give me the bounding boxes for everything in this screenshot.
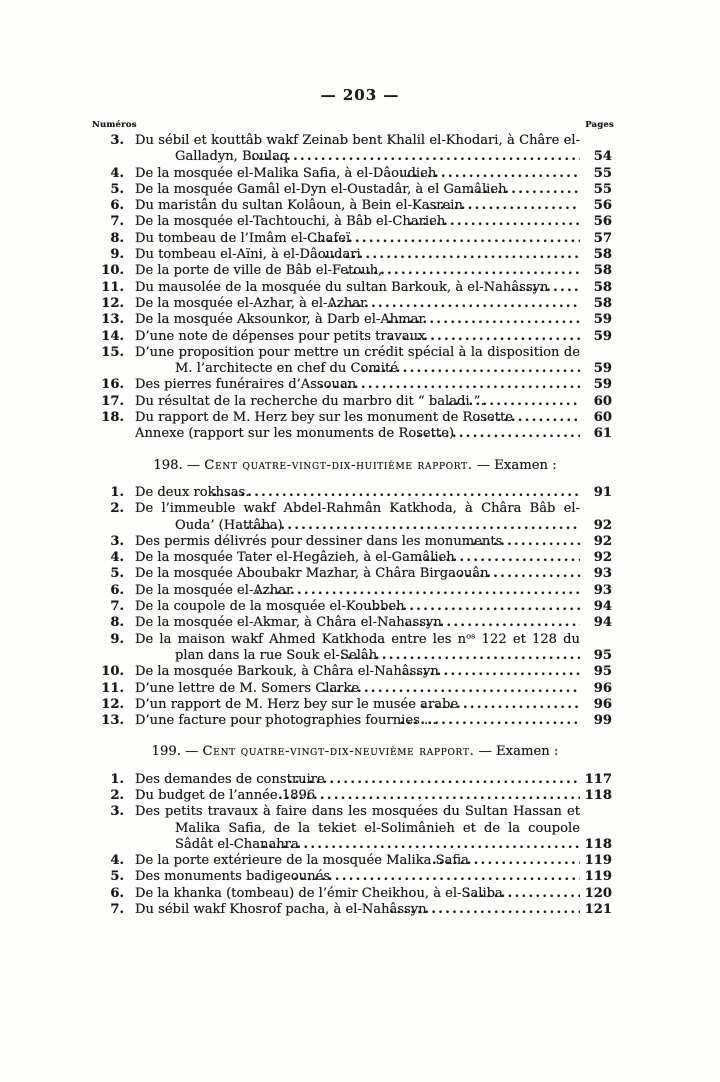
item-page-number: 91 [593,484,612,500]
item-page-number: 59 [593,328,612,344]
toc-section [98,744,612,918]
item-body [135,788,580,804]
toc-row [98,296,612,312]
toc-row [98,772,612,788]
item-body [135,280,580,296]
item-page-number: 93 [593,582,612,598]
pages-column-label: Pages [585,120,614,130]
item-body [135,329,580,345]
item-page-number: 119 [584,869,612,885]
item-number: 8. [110,615,124,631]
item-body [135,804,580,853]
item-number: 9. [110,631,124,647]
item-number: 9. [110,247,124,263]
item-body [135,632,580,665]
item-page-number: 92 [593,517,612,533]
item-text: D’une note de dépenses pour petits travaux [135,328,426,344]
section-heading-number: 198. — [153,457,205,473]
section-heading-number: 199. — [151,744,203,760]
toc-row [98,247,612,263]
item-text: De deux rokhsas. [135,484,250,500]
item-text: De la mosquée Barkouk, à Châra el-Nahâssyn [135,664,439,680]
item-text: Des petits travaux à faire dans les mosquées du Sultan Hassan et Malika Safia, de la tekiet el-Solimânieh et de la coupole Sâdât el-Chanahra [135,804,580,852]
toc-row [98,501,612,534]
item-text: Des pierres funéraires d’Assouan [135,377,357,393]
item-number: 16. [101,377,124,393]
toc-row [98,681,612,697]
item-number: 6. [110,198,124,214]
item-number: 2. [110,787,124,803]
section-heading-suffix: — Examen : [474,744,559,760]
item-number: 14. [101,328,124,344]
item-page-number: 58 [593,295,612,311]
item-page-number: 95 [593,647,612,663]
item-text: Du sébil wakf Khosrof pacha, à el-Nahâssyn [135,902,427,918]
toc-row [98,697,612,713]
item-text: D’une lettre de M. Somers Clarke [135,680,360,696]
item-number: 4. [110,550,124,566]
toc-row [98,182,612,198]
item-body [135,214,580,230]
toc-row [98,426,612,442]
item-body [135,231,580,247]
section-heading-title: Cent quatre-vingt-dix-huitième rapport. [204,457,473,473]
toc [98,133,612,918]
item-body [135,664,580,680]
item-number: 10. [101,263,124,279]
item-page-number: 58 [593,263,612,279]
toc-row [98,599,612,615]
item-text: Du mausolée de la mosquée du sultan Barkouk, à el-Nahâssyn [135,279,549,295]
item-body [135,886,580,902]
toc-section [98,458,612,730]
item-text: De la maison wakf Ahmed Katkhoda entre les nᵒˢ 122 et 128 du plan dans la rue Souk el-Selâh [135,631,580,663]
item-body [135,182,580,198]
item-body [135,772,580,788]
item-body [135,296,580,312]
item-text: D’une proposition pour mettre un crédit spécial à la disposition de M. l’architecte en chef du Comité [135,344,580,377]
item-text: De la mosquée Tater el-Hegâzieh, à el-Gamâlieh [135,550,455,566]
item-body [135,501,580,534]
toc-row [98,485,612,501]
toc-row [98,534,612,550]
item-page-number: 55 [593,165,612,181]
item-body [135,550,580,566]
item-text: Des demandes de construire [135,771,325,787]
item-body [135,263,580,279]
item-text: De la mosquée Aksounkor, à Darb el-Ahmar [135,312,425,328]
item-number: 11. [101,680,124,696]
item-body [135,198,580,214]
item-body [135,869,580,885]
item-body [135,713,580,729]
toc-row [98,166,612,182]
item-number: 12. [101,696,124,712]
item-number: 15. [101,344,124,360]
item-body [135,345,580,378]
item-body [135,133,580,166]
item-page-number: 57 [593,230,612,246]
item-text: Des permis délivrés pour dessiner dans les monuments [135,533,503,549]
item-body [135,394,580,410]
item-number: 11. [101,279,124,295]
item-text: De la porte extérieure de la mosquée Malika Safia [135,853,469,869]
toc-row [98,713,612,729]
item-page-number: 58 [593,247,612,263]
toc-row [98,231,612,247]
item-page-number: 96 [593,696,612,712]
item-number: 1. [110,771,124,787]
toc-row [98,133,612,166]
item-page-number: 93 [593,566,612,582]
item-text: Du budget de l’année 1896 [135,787,316,803]
item-body [135,247,580,263]
item-body [135,583,580,599]
item-text: De la mosquée el-Tachtouchi, à Bâb el-Charieh [135,214,446,230]
item-page-number: 54 [593,149,612,165]
item-page-number: 92 [593,533,612,549]
item-number: 13. [101,312,124,328]
toc-section [98,133,612,443]
item-number: 13. [101,713,124,729]
toc-row [98,566,612,582]
item-body [135,426,580,442]
numeros-column-label: Numéros [92,120,137,130]
item-page-number: 95 [593,664,612,680]
item-page-number: 94 [593,615,612,631]
item-page-number: 121 [584,902,612,918]
item-text: De la mosquée el-Azhar [135,582,293,598]
item-number: 6. [110,885,124,901]
item-number: 10. [101,664,124,680]
item-page-number: 59 [593,377,612,393]
item-text: Du maristân du sultan Kolâoun, à Bein el-Kasrein [135,198,463,214]
item-body [135,485,580,501]
item-text: Du tombeau de l’Imâm el-Chafeï [135,230,351,246]
item-text: De la mosquée el-Malika Safia, à el-Dâoudieh [135,165,437,181]
item-text: D’une facture pour photographies fournies ... [135,713,437,729]
item-text: De la mosquée Aboubakr Mazhar, à Châra Birgaouân [135,566,489,582]
section-heading [98,744,612,760]
toc-row [98,886,612,902]
item-number: 3. [110,804,124,820]
item-number: 2. [110,501,124,517]
toc-row [98,632,612,665]
item-number: 6. [110,582,124,598]
toc-row [98,329,612,345]
item-number: 1. [110,484,124,500]
page-number-header: — 203 — [320,86,400,104]
section-heading-title: Cent quatre-vingt-dix-neuvième rapport. [202,744,475,760]
item-page-number: 99 [593,713,612,729]
item-number: 7. [110,214,124,230]
toc-row [98,345,612,378]
item-body [135,599,580,615]
item-page-number: 60 [593,393,612,409]
item-number: 3. [110,533,124,549]
item-page-number: 96 [593,680,612,696]
toc-row [98,664,612,680]
item-number: 12. [101,295,124,311]
item-body [135,566,580,582]
item-text: De l’immeuble wakf Abdel-Rahmân Katkhoda, à Châra Bâb el-Ouda’ (Hattâba) [135,501,580,533]
item-text: Du rapport de M. Herz bey sur les monument de Rosette [135,410,514,426]
section-heading [98,458,612,474]
toc-row [98,263,612,279]
toc-row [98,377,612,393]
item-body [135,681,580,697]
item-body [135,312,580,328]
toc-row [98,550,612,566]
toc-row [98,214,612,230]
item-page-number: 58 [593,279,612,295]
item-body [135,534,580,550]
item-page-number: 120 [584,885,612,901]
item-page-number: 61 [593,426,612,442]
item-body [135,697,580,713]
item-body [135,377,580,393]
item-text: De la khanka (tombeau) de l’émir Cheikhou, à el-Saliba [135,885,503,901]
item-text: Du résultat de la recherche du marbro dit “ baladi ”. [135,393,485,409]
item-body [135,410,580,426]
item-body [135,166,580,182]
item-page-number: 92 [593,550,612,566]
item-page-number: 118 [584,787,612,803]
toc-row [98,583,612,599]
toc-row [98,615,612,631]
item-text: De la mosquée Gamâl el-Dyn el-Oustadâr, à el Gamâlieh [135,181,507,197]
item-text: De la mosquée el-Azhar, à el-Azhar [135,295,367,311]
toc-row [98,312,612,328]
section-heading-suffix: — Examen : [472,457,557,473]
item-page-number: 118 [584,836,612,852]
item-number: 5. [110,869,124,885]
toc-row [98,394,612,410]
item-page-number: 119 [584,853,612,869]
item-page-number: 94 [593,599,612,615]
item-page-number: 60 [593,410,612,426]
item-text: De la mosquée el-Akmar, à Châra el-Nahassyn [135,615,442,631]
item-body [135,853,580,869]
item-text: Annexe (rapport sur les monuments de Rosette) [135,426,455,442]
toc-row [98,280,612,296]
item-number: 4. [110,165,124,181]
item-body [135,615,580,631]
item-number: 5. [110,181,124,197]
toc-row [98,410,612,426]
item-page-number: 56 [593,198,612,214]
toc-row [98,869,612,885]
item-body [135,902,580,918]
item-page-number: 56 [593,214,612,230]
item-page-number: 59 [593,312,612,328]
item-number: 4. [110,853,124,869]
item-text: De la coupole de la mosquée el-Koubbeh [135,599,405,615]
item-text: De la porte de ville de Bâb el-Fetouh, [135,263,383,279]
item-text: Du tombeau el-Aïni, à el-Dâoudari [135,247,361,263]
item-number: 7. [110,902,124,918]
item-page-number: 117 [584,771,612,787]
item-number: 5. [110,566,124,582]
item-number: 8. [110,230,124,246]
toc-row [98,198,612,214]
item-number: 17. [101,393,124,409]
toc-row [98,853,612,869]
item-text: D’un rapport de M. Herz bey sur le musée arabe [135,696,459,712]
toc-row [98,788,612,804]
item-text: Des monuments badigeounés [135,869,331,885]
toc-row [98,804,612,853]
item-number: 3. [110,133,124,148]
toc-row [98,902,612,918]
item-page-number: 55 [593,181,612,197]
item-page-number: 59 [593,361,612,377]
item-number: 7. [110,599,124,615]
item-text: Du sébil et kouttâb wakf Zeinab bent Khalil el-Khodari, à Châre el-Galladyn, Boulaq [135,133,580,165]
item-number: 18. [101,410,124,426]
column-labels-row [92,120,614,130]
